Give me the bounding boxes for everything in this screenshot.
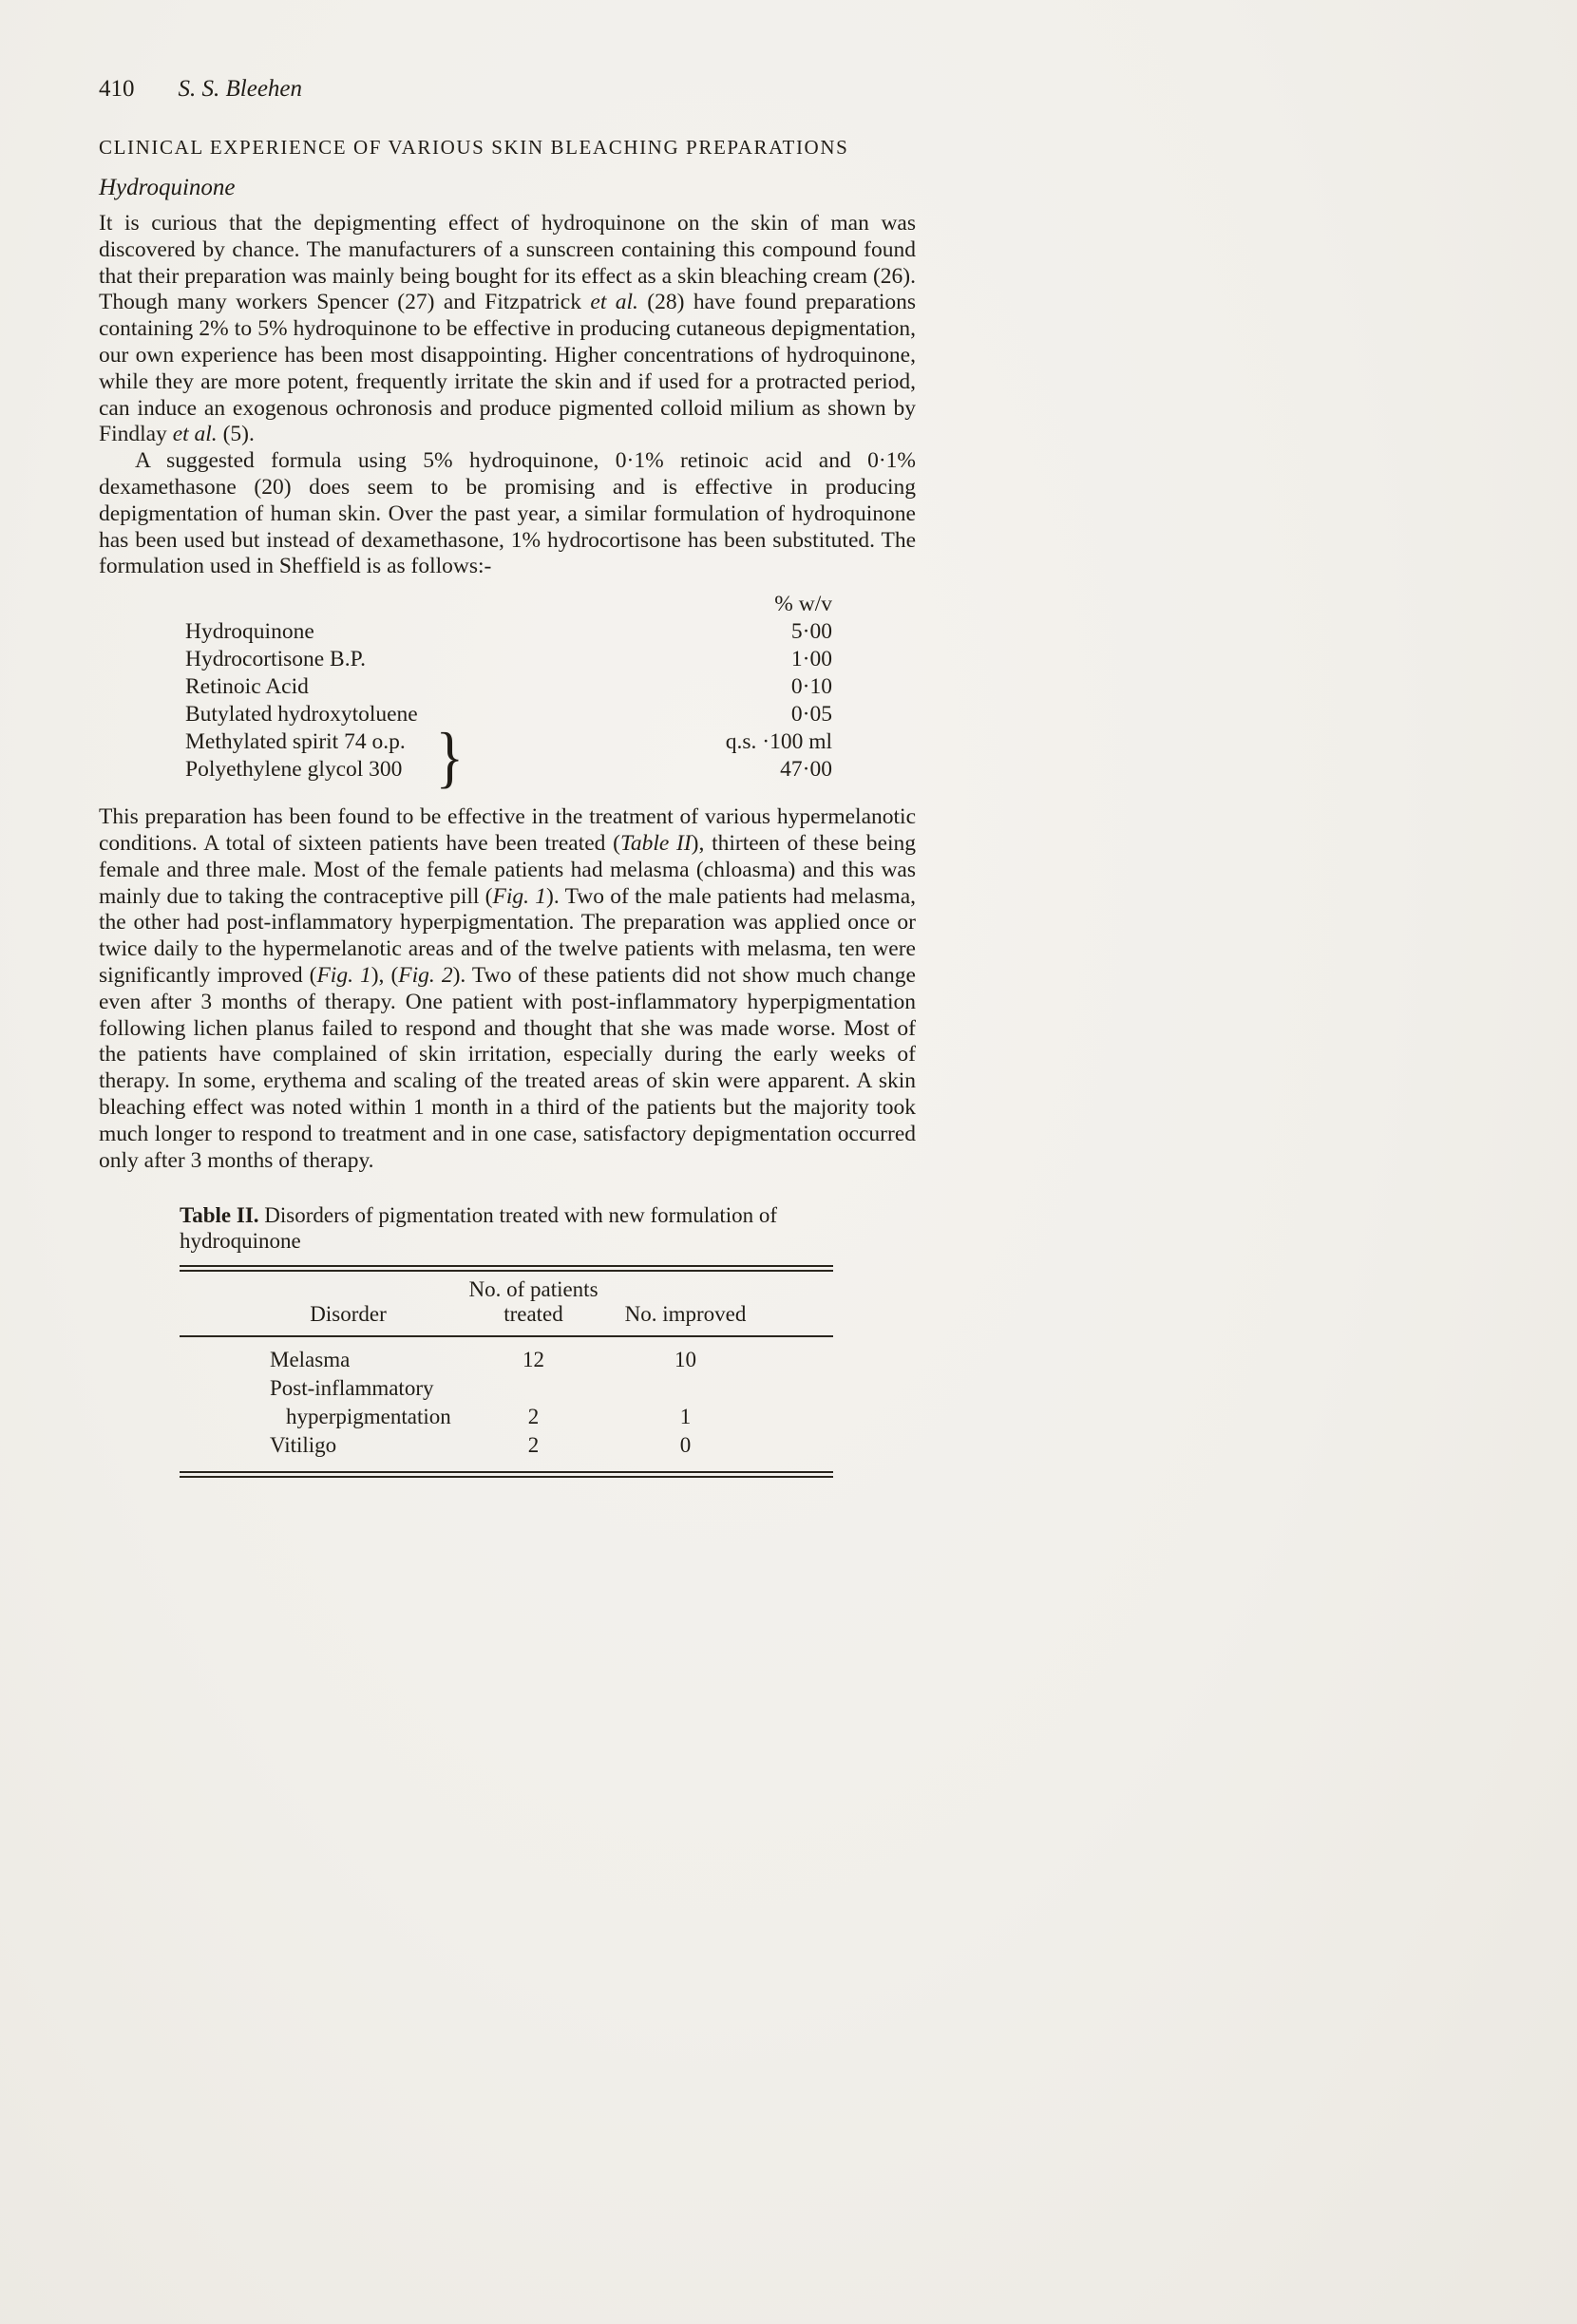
formula-unit-header: % w/v: [774, 592, 832, 617]
formula-row: [99, 728, 832, 756]
cell-improved: 1: [679, 1405, 692, 1429]
table-2-caption-text: Disorders of pigmentation treated with new formulation of hydroquinone: [180, 1203, 778, 1254]
formula-row: [99, 673, 832, 701]
table-rule-top: [180, 1265, 833, 1272]
cell-treated: 12: [522, 1348, 544, 1372]
paragraph-2: A suggested formula using 5% hydroquinone, 0·1% retinoic acid and 0·1% dexamethasone (20) does seem to be promising and is effective in producing depigmentation of human skin. Over the past year, a similar formulation of hydroquinone has been used but instead of dexamethasone, 1% hydrocortisone has been substituted. The formulation used in Sheffield is as follows:-: [99, 448, 916, 579]
table-row-vitiligo: [180, 1431, 833, 1460]
formula-ingredient: Retinoic Acid: [185, 674, 309, 700]
section-heading: CLINICAL EXPERIENCE OF VARIOUS SKIN BLEACHING PREPARATIONS: [99, 136, 849, 159]
cell-disorder: hyperpigmentation: [286, 1405, 451, 1429]
formula-ingredient: Hydroquinone: [185, 619, 314, 645]
paragraph-1: It is curious that the depigmenting effect of hydroquinone on the skin of man was discovered by chance. The manufacturers of a sunscreen containing this compound found that their preparation was mainly being bought for its effect as a skin bleaching cream (26). Though many workers Spencer (27) and Fitzpatrick et al. (28) have found preparations containing 2% to 5% hydroquinone to be effective in producing cutaneous depigmentation, our own experience has been most disappointing. Higher concentrations of hydroquinone, while they are more potent, frequently irritate the skin and if used for a protracted period, can induce an exogenous ochronosis and produce pigmented colloid milium as shown by Findlay et al. (5).: [99, 211, 916, 447]
table-header-patients-line1: No. of patients: [468, 1277, 598, 1302]
table-2-header-row: [180, 1272, 833, 1335]
formula-ingredient: Hydrocortisone B.P.: [185, 647, 366, 672]
cell-disorder: Melasma: [270, 1348, 351, 1372]
cell-improved-empty: [602, 1374, 769, 1403]
paragraph-3: This preparation has been found to be effective in the treatment of various hypermelanotic conditions. A total of sixteen patients have been treated (Table II), thirteen of these being female and three male. Most of the female patients had melasma (chloasma) and this was mainly due to taking the contraceptive pill (Fig. 1). Two of the male patients had melasma, the other had post-inflammatory hyperpigmentation. The preparation was applied once or twice daily to the hypermelanotic areas and of the twelve patients with melasma, ten were significantly improved (Fig. 1), (Fig. 2). Two of these patients did not show much change even after 3 months of therapy. One patient with post-inflammatory hyperpigmentation following lichen planus failed to respond and thought that she was made worse. Most of the patients have complained of skin irritation, especially during the early weeks of therapy. In some, erythema and scaling of the treated areas of skin were apparent. A skin bleaching effect was noted within 1 month in a third of the patients but the majority took much longer to respond to treatment and in one case, satisfactory depigmentation occurred only after 3 months of therapy.: [99, 804, 917, 1173]
cell-treated: 2: [527, 1433, 540, 1458]
formula-amount: 0·10: [790, 674, 832, 700]
cell-disorder: Post-inflammatory: [270, 1376, 434, 1401]
subsection-heading-hydroquinone: Hydroquinone: [99, 175, 236, 200]
formula-ingredient: Methylated spirit 74 o.p.: [185, 729, 406, 755]
table-2-caption: [180, 1202, 833, 1254]
formula-amount: 1·00: [790, 647, 832, 672]
formula-ingredient: Butylated hydroxytoluene: [185, 702, 418, 727]
table-row-postinflammatory-line2: [180, 1403, 833, 1431]
running-head: [99, 76, 916, 103]
formula-amount: q.s. ·100 ml: [725, 729, 832, 755]
table-2-block: [180, 1202, 833, 1478]
cell-disorder: Vitiligo: [270, 1433, 337, 1458]
table-2-body: [180, 1337, 833, 1471]
table-header-patients-line2: treated: [504, 1302, 563, 1327]
table-2-caption-label: Table II.: [180, 1203, 259, 1228]
table-header-improved: No. improved: [624, 1302, 747, 1327]
page-number: 410: [99, 76, 135, 102]
formula-amount: 47·00: [780, 757, 832, 783]
table-rule-bottom: [180, 1471, 833, 1478]
formula-amount: 5·00: [790, 619, 832, 645]
table-row-postinflammatory-line1: [180, 1374, 833, 1403]
table-header-patients-treated: [465, 1277, 602, 1327]
formula-row: [99, 701, 832, 728]
formula-amount: 0·05: [790, 702, 832, 727]
cell-improved: 10: [674, 1348, 696, 1372]
cell-improved: 0: [679, 1433, 692, 1458]
formula-row: [99, 756, 832, 784]
table-row-melasma: [180, 1346, 833, 1374]
formula-ingredient: Polyethylene glycol 300: [185, 757, 403, 783]
cell-treated-empty: [465, 1374, 602, 1403]
grouping-brace: }: [435, 719, 464, 796]
running-head-author: S. S. Bleehen: [178, 76, 303, 102]
page-content: [99, 76, 916, 1478]
cell-treated: 2: [527, 1405, 540, 1429]
formulation-list: [99, 590, 832, 796]
formula-row: [99, 646, 832, 673]
table-header-disorder: Disorder: [310, 1302, 387, 1327]
formula-row: [99, 618, 832, 646]
